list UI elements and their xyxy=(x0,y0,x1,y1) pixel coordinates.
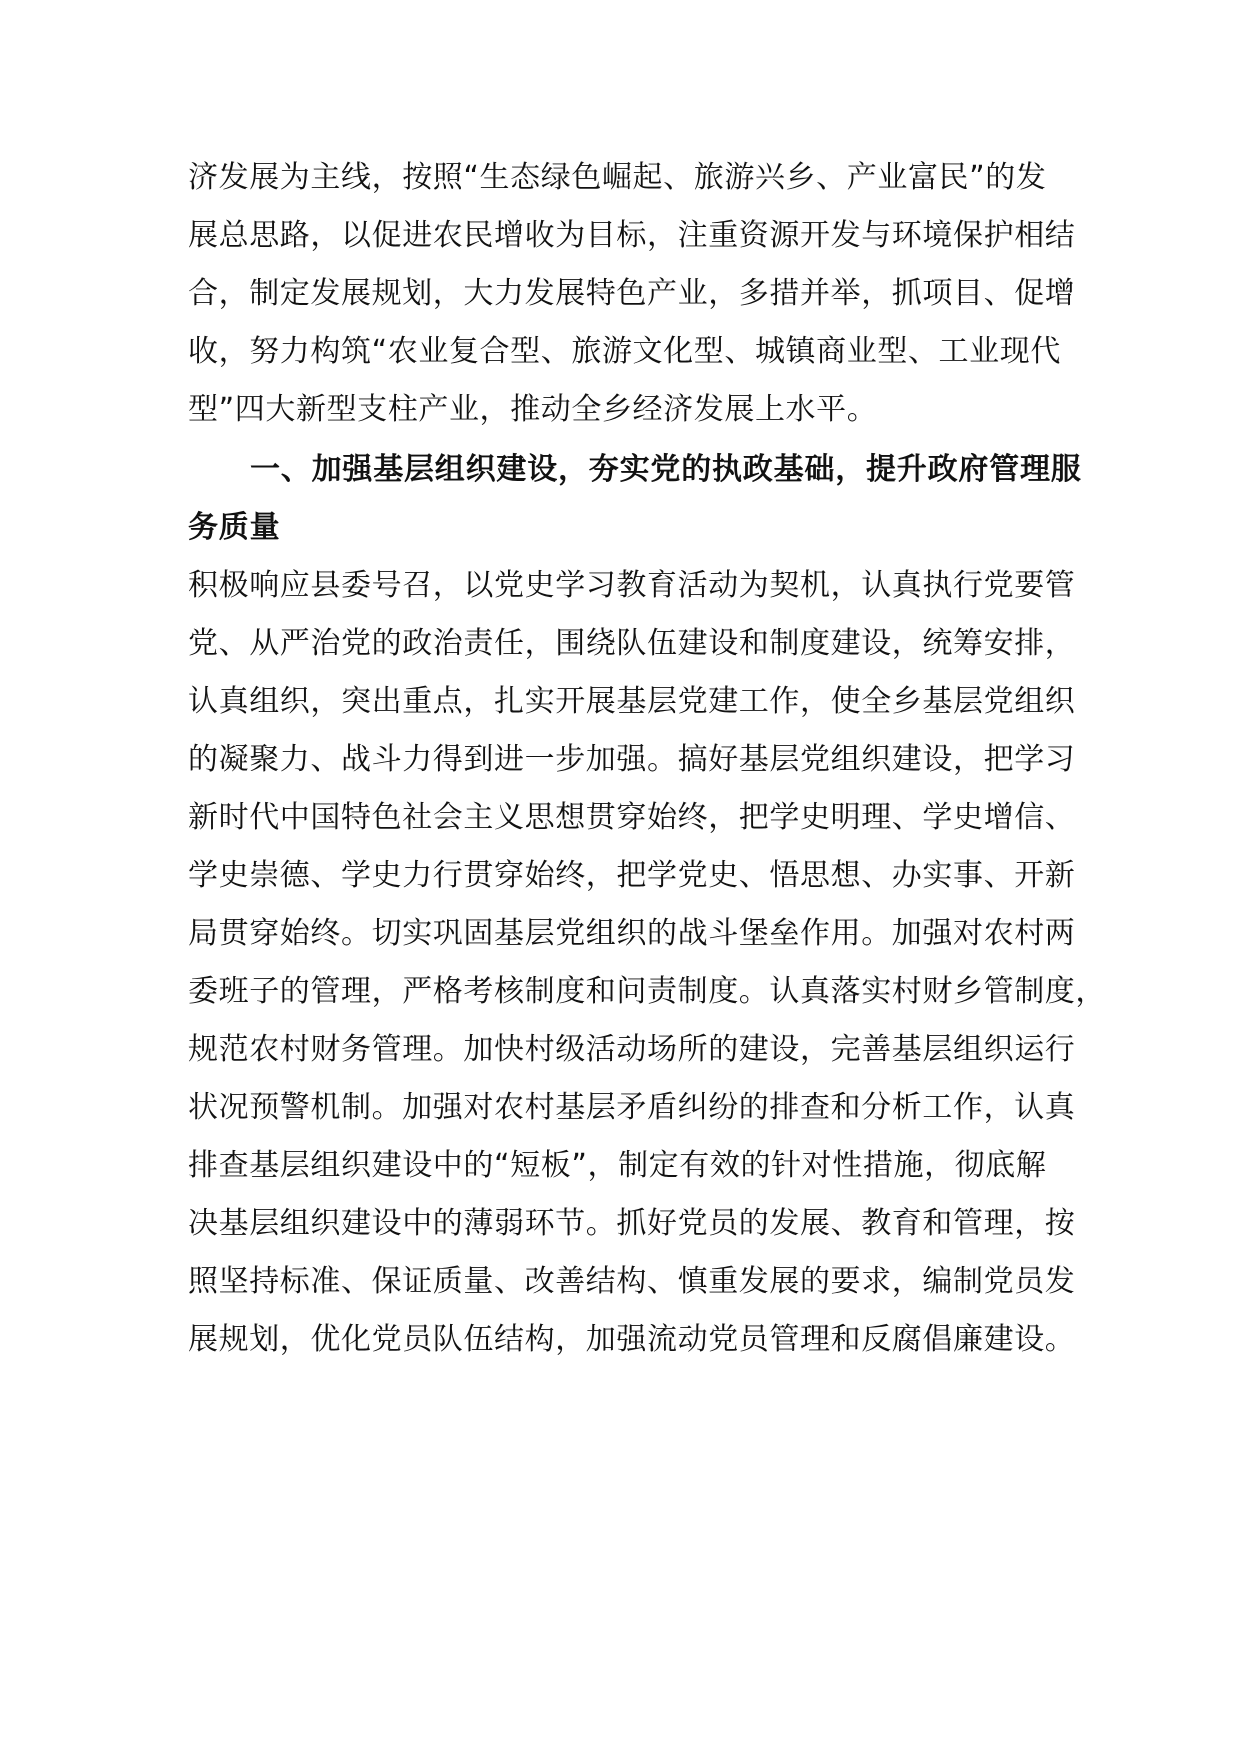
body-line-2: 党、从严治党的政治责任，围绕队伍建设和制度建设，统筹安排， xyxy=(188,626,1076,661)
section-heading-line-1: 一、加强基层组织建设，夯实党的执政基础，提升政府管理服 xyxy=(250,452,1082,487)
body-line-10: 状况预警机制。加强对农村基层矛盾纠纷的排查和分析工作，认真 xyxy=(188,1090,1076,1125)
body-line-3: 认真组织，突出重点，扎实开展基层党建工作，使全乡基层党组织 xyxy=(188,684,1076,719)
body-line-8: 委班子的管理，严格考核制度和问责制度。认真落实村财乡管制度， xyxy=(188,974,1106,1009)
body-line-13: 照坚持标准、保证质量、改善结构、慎重发展的要求，编制党员发 xyxy=(188,1264,1076,1299)
body-line-7: 局贯穿始终。切实巩固基层党组织的战斗堡垒作用。加强对农村两 xyxy=(188,916,1076,951)
body-line-5: 新时代中国特色社会主义思想贯穿始终，把学史明理、学史增信、 xyxy=(188,800,1076,835)
section-heading-line-2: 务质量 xyxy=(188,510,281,545)
body-line-14: 展规划，优化党员队伍结构，加强流动党员管理和反腐倡廉建设。 xyxy=(188,1322,1076,1357)
body-line-4: 的凝聚力、战斗力得到进一步加强。搞好基层党组织建设，把学习 xyxy=(188,742,1076,777)
intro-line-1: 济发展为主线，按照“生态绿色崛起、旅游兴乡、产业富民”的发 xyxy=(188,160,1047,195)
body-line-12: 决基层组织建设中的薄弱环节。抓好党员的发展、教育和管理，按 xyxy=(188,1206,1076,1241)
intro-line-3: 合，制定发展规划，大力发展特色产业，多措并举，抓项目、促增 xyxy=(188,276,1076,311)
body-line-6: 学史崇德、学史力行贯穿始终，把学党史、悟思想、办实事、开新 xyxy=(188,858,1076,893)
intro-line-4: 收，努力构筑“农业复合型、旅游文化型、城镇商业型、工业现代 xyxy=(188,334,1061,369)
body-line-11: 排查基层组织建设中的“短板”，制定有效的针对性措施，彻底解 xyxy=(188,1148,1047,1183)
body-line-9: 规范农村财务管理。加快村级活动场所的建设，完善基层组织运行 xyxy=(188,1032,1076,1067)
intro-line-2: 展总思路，以促进农民增收为目标，注重资源开发与环境保护相结 xyxy=(188,218,1076,253)
body-line-1: 积极响应县委号召，以党史学习教育活动为契机，认真执行党要管 xyxy=(188,568,1076,603)
intro-line-5: 型”四大新型支柱产业，推动全乡经济发展上水平。 xyxy=(188,392,878,427)
